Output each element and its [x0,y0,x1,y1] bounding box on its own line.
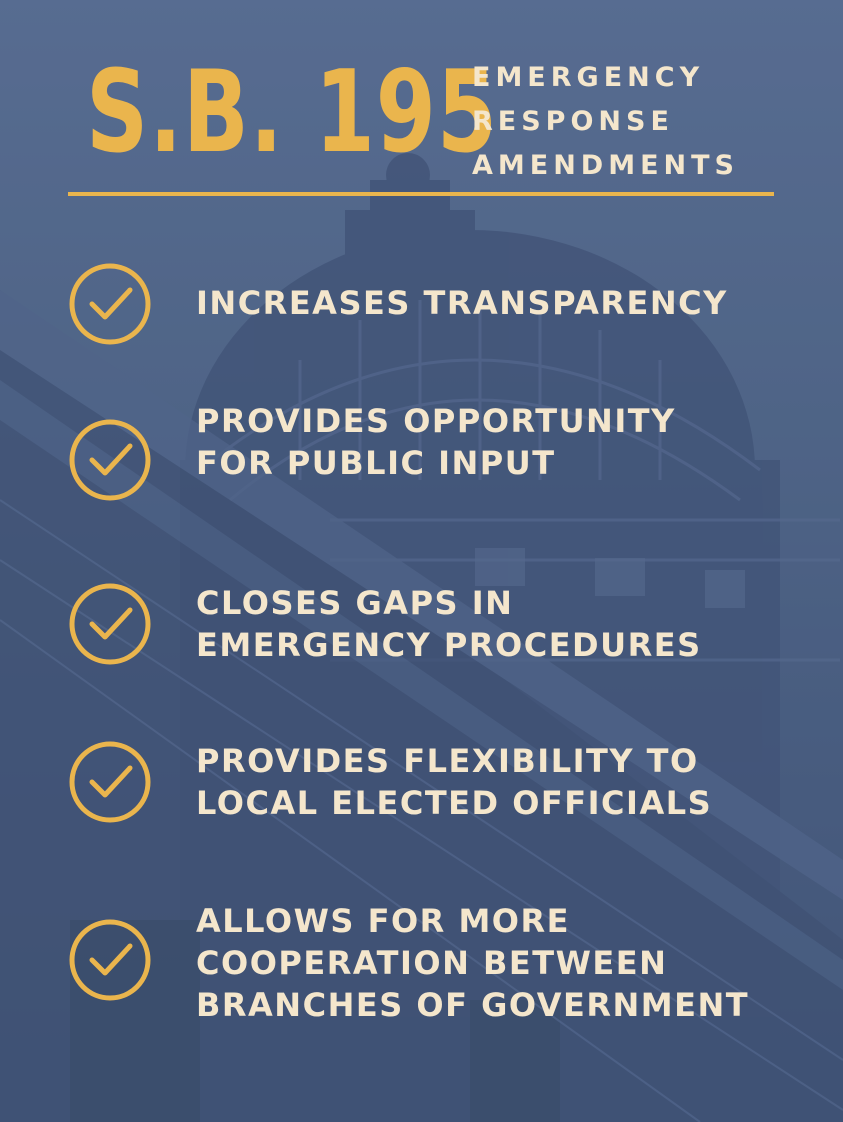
check-circle-icon [68,740,152,824]
benefit-text [196,400,816,484]
check-circle-icon [68,918,152,1002]
subtitle-line: EMERGENCY [472,62,705,93]
subtitle-line: AMENDMENTS [472,150,739,181]
subtitle-line: RESPONSE [472,106,674,137]
bill-number-title: S.B. 195 [86,45,498,179]
bill-subtitle [472,56,792,188]
benefit-line: EMERGENCY PROCEDURES [196,626,702,664]
benefit-text [196,582,816,666]
benefit-text [196,282,816,324]
benefit-line: INCREASES TRANSPARENCY [196,284,728,322]
benefit-line: PROVIDES FLEXIBILITY TO [196,742,699,780]
benefit-line: PROVIDES OPPORTUNITY [196,402,676,440]
benefit-line: LOCAL ELECTED OFFICIALS [196,784,713,822]
benefit-line: FOR PUBLIC INPUT [196,444,556,482]
benefit-line: ALLOWS FOR MORE [196,902,570,940]
header-divider [68,192,774,196]
benefit-text [196,900,816,1026]
benefit-line: CLOSES GAPS IN [196,584,514,622]
check-circle-icon [68,262,152,346]
check-circle-icon [68,418,152,502]
check-circle-icon [68,582,152,666]
benefit-line: COOPERATION BETWEEN [196,944,668,982]
benefit-text [196,740,816,824]
benefit-line: BRANCHES OF GOVERNMENT [196,986,750,1024]
